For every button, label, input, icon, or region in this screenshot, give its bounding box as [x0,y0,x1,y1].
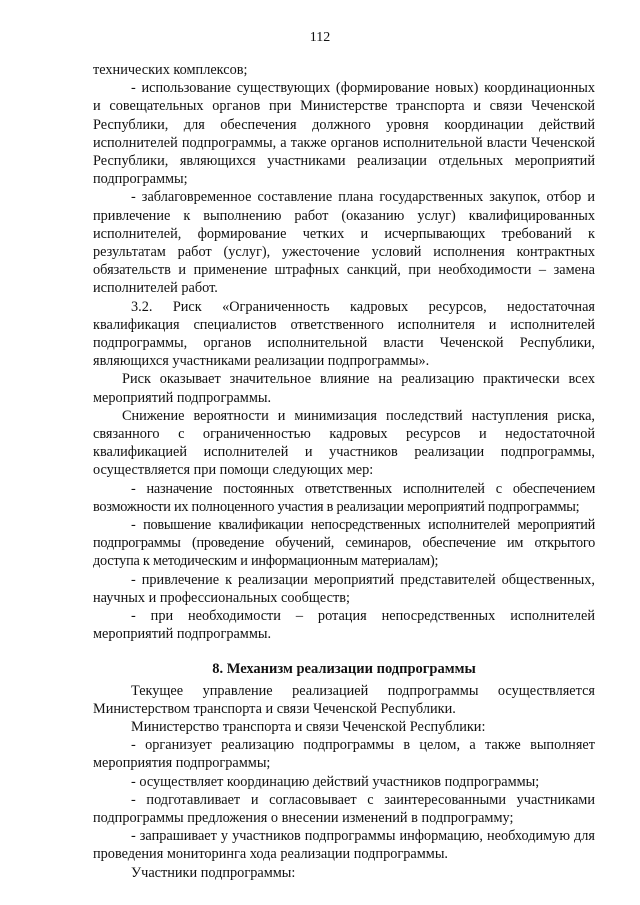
paragraph: технических комплексов; [93,62,248,78]
paragraph: Снижение вероятности и минимизация последствий наступления риска, связанного с ограниченностью кадровых ресурсов и недостаточной квалификацией исполнителей и участников реализации подпрограммы, осуществляется при помощи следующих мер: [93,407,595,479]
list-item: - назначение постоянных ответственных исполнителей с обеспечением возможности их полноценного участия в реализации мероприятий подпрограммы; [93,480,595,515]
section-heading: 8. Механизм реализации подпрограммы [212,660,476,677]
list-item: - осуществляет координацию действий участников подпрограммы; [131,773,540,790]
paragraph: Министерство транспорта и связи Чеченской Республики: [131,718,486,735]
list-item: - организует реализацию подпрограммы в целом, а также выполняет мероприятия подпрограммы; [93,737,595,772]
page-number: 112 [309,30,331,45]
paragraph: Участники подпрограммы: [131,864,296,881]
risk-paragraph: 3.2. Риск «Ограниченность кадровых ресурсов, недостаточная квалификация специалистов ответственного исполнителя и исполнителей подпрограммы, органов исполнительной власти Чеченской Республики, являющихся участниками реализации подпрограммы». [93,298,595,370]
list-item: - повышение квалификации непосредственных исполнителей мероприятий подпрограммы (проведение обучений, семинаров, обеспечение им открытого доступа к методическим и информационным материалам); [93,517,595,570]
paragraph: Текущее управление реализацией подпрограммы осуществляется Министерством транспорта и связи Чеченской Республики. [93,682,595,717]
list-item: - подготавливает и согласовывает с заинтересованными участниками подпрограммы предложения о внесении изменений в подпрограмму; [93,791,595,826]
document-body [93,61,595,882]
list-item: - запрашивает у участников подпрограммы информацию, необходимую для проведения мониторинга хода реализации подпрограммы. [93,828,595,863]
list-item: - привлечение к реализации мероприятий представителей общественных, научных и профессиональных сообществ; [93,571,595,606]
list-item: - заблаговременное составление плана государственных закупок, отбор и привлечение к выполнению работ (оказанию услуг) квалифицированных исполнителей, формирование четких и исчерпывающих требований к результатам работ (услуг), ужесточение условий исполнения контрактных обязательств и применение штрафных санкций, при необходимости – замена исполнителей работ. [93,189,595,297]
list-item: - при необходимости – ротация непосредственных исполнителей мероприятий подпрограммы. [93,608,595,643]
list-item: - использование существующих (формирование новых) координационных и совещательных органов при Министерстве транспорта и связи Чеченской Республики, для обеспечения должного уровня координации действий исполнителей подпрограммы, а также органов исполнительной власти Чеченской Республики, являющихся участниками реализации отдельных мероприятий подпрограммы; [93,80,595,188]
paragraph: Риск оказывает значительное влияние на реализацию практически всех мероприятий подпрограммы. [93,371,595,406]
